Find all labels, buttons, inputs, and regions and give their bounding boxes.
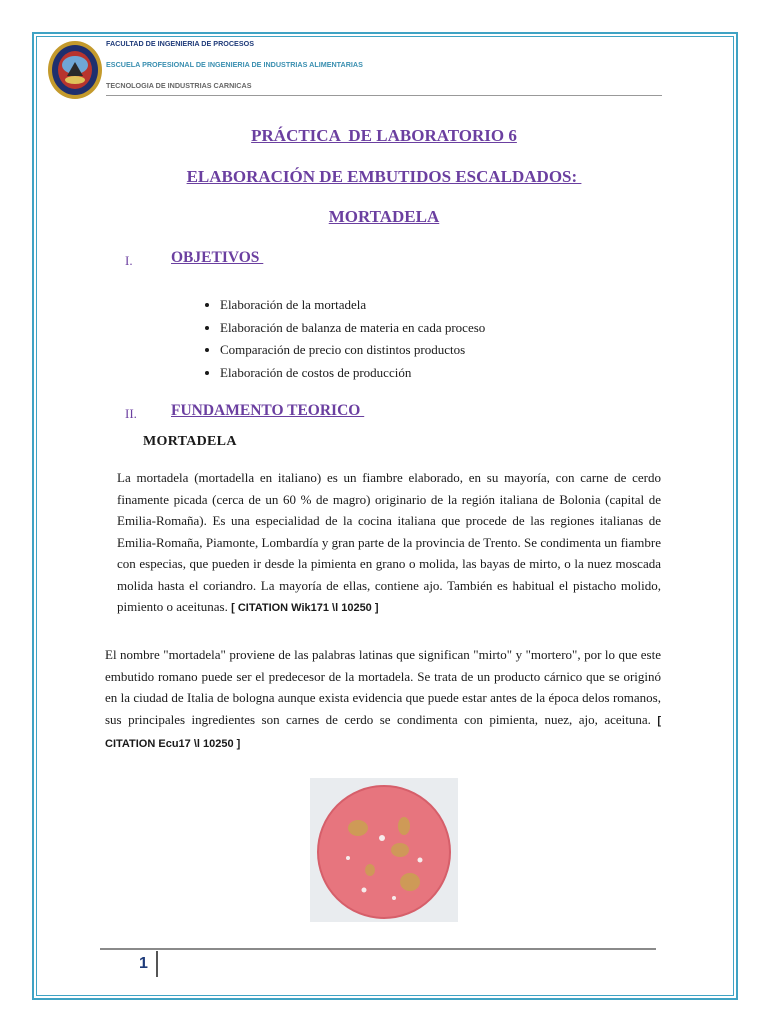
paragraph-origin xyxy=(105,644,661,756)
paragraph-origin-text: El nombre "mortadela" proviene de las palabras latinas que significan "mirto" y "mortero", por lo que este embutido romano puede ser el predecesor de la mortadela. Se trata de un producto cárnico que se originó en la ciudad de Italia de bologna aunque exista evidencia que puede estar antes de la época delos romanos, sus principales ingredientes son carnes de cerdo se condimenta con pimienta, nuez, ajo, aceituna. xyxy=(105,647,661,727)
objectives-list xyxy=(196,294,485,384)
document-header xyxy=(106,38,662,101)
list-item: • Comparación de precio con distintos productos xyxy=(220,339,485,362)
section-title-objectives: OBJETIVOS xyxy=(171,249,264,266)
subheading-mortadela: MORTADELA xyxy=(143,434,237,449)
paragraph-definition-text: La mortadela (mortadella en italiano) es un fiambre elaborado, en su mayoría, con carne de cerdo finamente picada (cerca de un 60 % de magro) originario de la región italiana de Bolonia (capital de Emilia-Romaña). Es una especialidad de la cocina italiana que procede de las regiones italianas de Emilia-Romaña, Piamonte, Lombardía y gran parte de la provincia de Trento. Se condimenta un fiambre con especias, que pueden ir desde la pimienta en grano o molida, las bayas de mirto, o la nuez moscada molida hasta el coriandro. La mayoría de ellas, contiene ajo. También es habitual el pistacho molido, pimiento o aceitunas. xyxy=(117,470,661,614)
footer-divider xyxy=(100,948,656,950)
list-item: • Elaboración de la mortadela xyxy=(220,294,485,317)
header-divider xyxy=(106,95,662,96)
page-number: 1 xyxy=(139,955,148,972)
citation-ecu17: [ CITATION Ecu17 \l 10250 ] xyxy=(105,714,661,750)
header-faculty: FACULTAD DE INGENIERIA DE PROCESOS xyxy=(106,39,255,48)
title-practice: PRÁCTICA DE LABORATORIO 6 xyxy=(251,126,517,145)
header-school: ESCUELA PROFESIONAL DE INGENIERIA DE INDUSTRIAS ALIMENTARIAS xyxy=(106,60,363,69)
section-number-objectives: I. xyxy=(125,253,133,268)
paragraph-definition xyxy=(117,467,661,620)
citation-wik171: [ CITATION Wik171 \l 10250 ] xyxy=(231,602,379,614)
title-subject: ELABORACIÓN DE EMBUTIDOS ESCALDADOS: xyxy=(186,167,582,186)
page-number-separator xyxy=(156,951,158,977)
university-seal-icon xyxy=(47,40,103,100)
mortadella-slice-photo xyxy=(310,778,458,922)
section-title-fundamento: FUNDAMENTO TEORICO xyxy=(171,402,365,419)
section-number-fundamento: II. xyxy=(125,406,137,421)
list-item: • Elaboración de balanza de materia en cada proceso xyxy=(220,317,485,340)
title-product: MORTADELA xyxy=(328,207,440,226)
list-item: • Elaboración de costos de producción xyxy=(220,362,485,385)
header-course: TECNOLOGIA DE INDUSTRIAS CARNICAS xyxy=(106,81,252,90)
